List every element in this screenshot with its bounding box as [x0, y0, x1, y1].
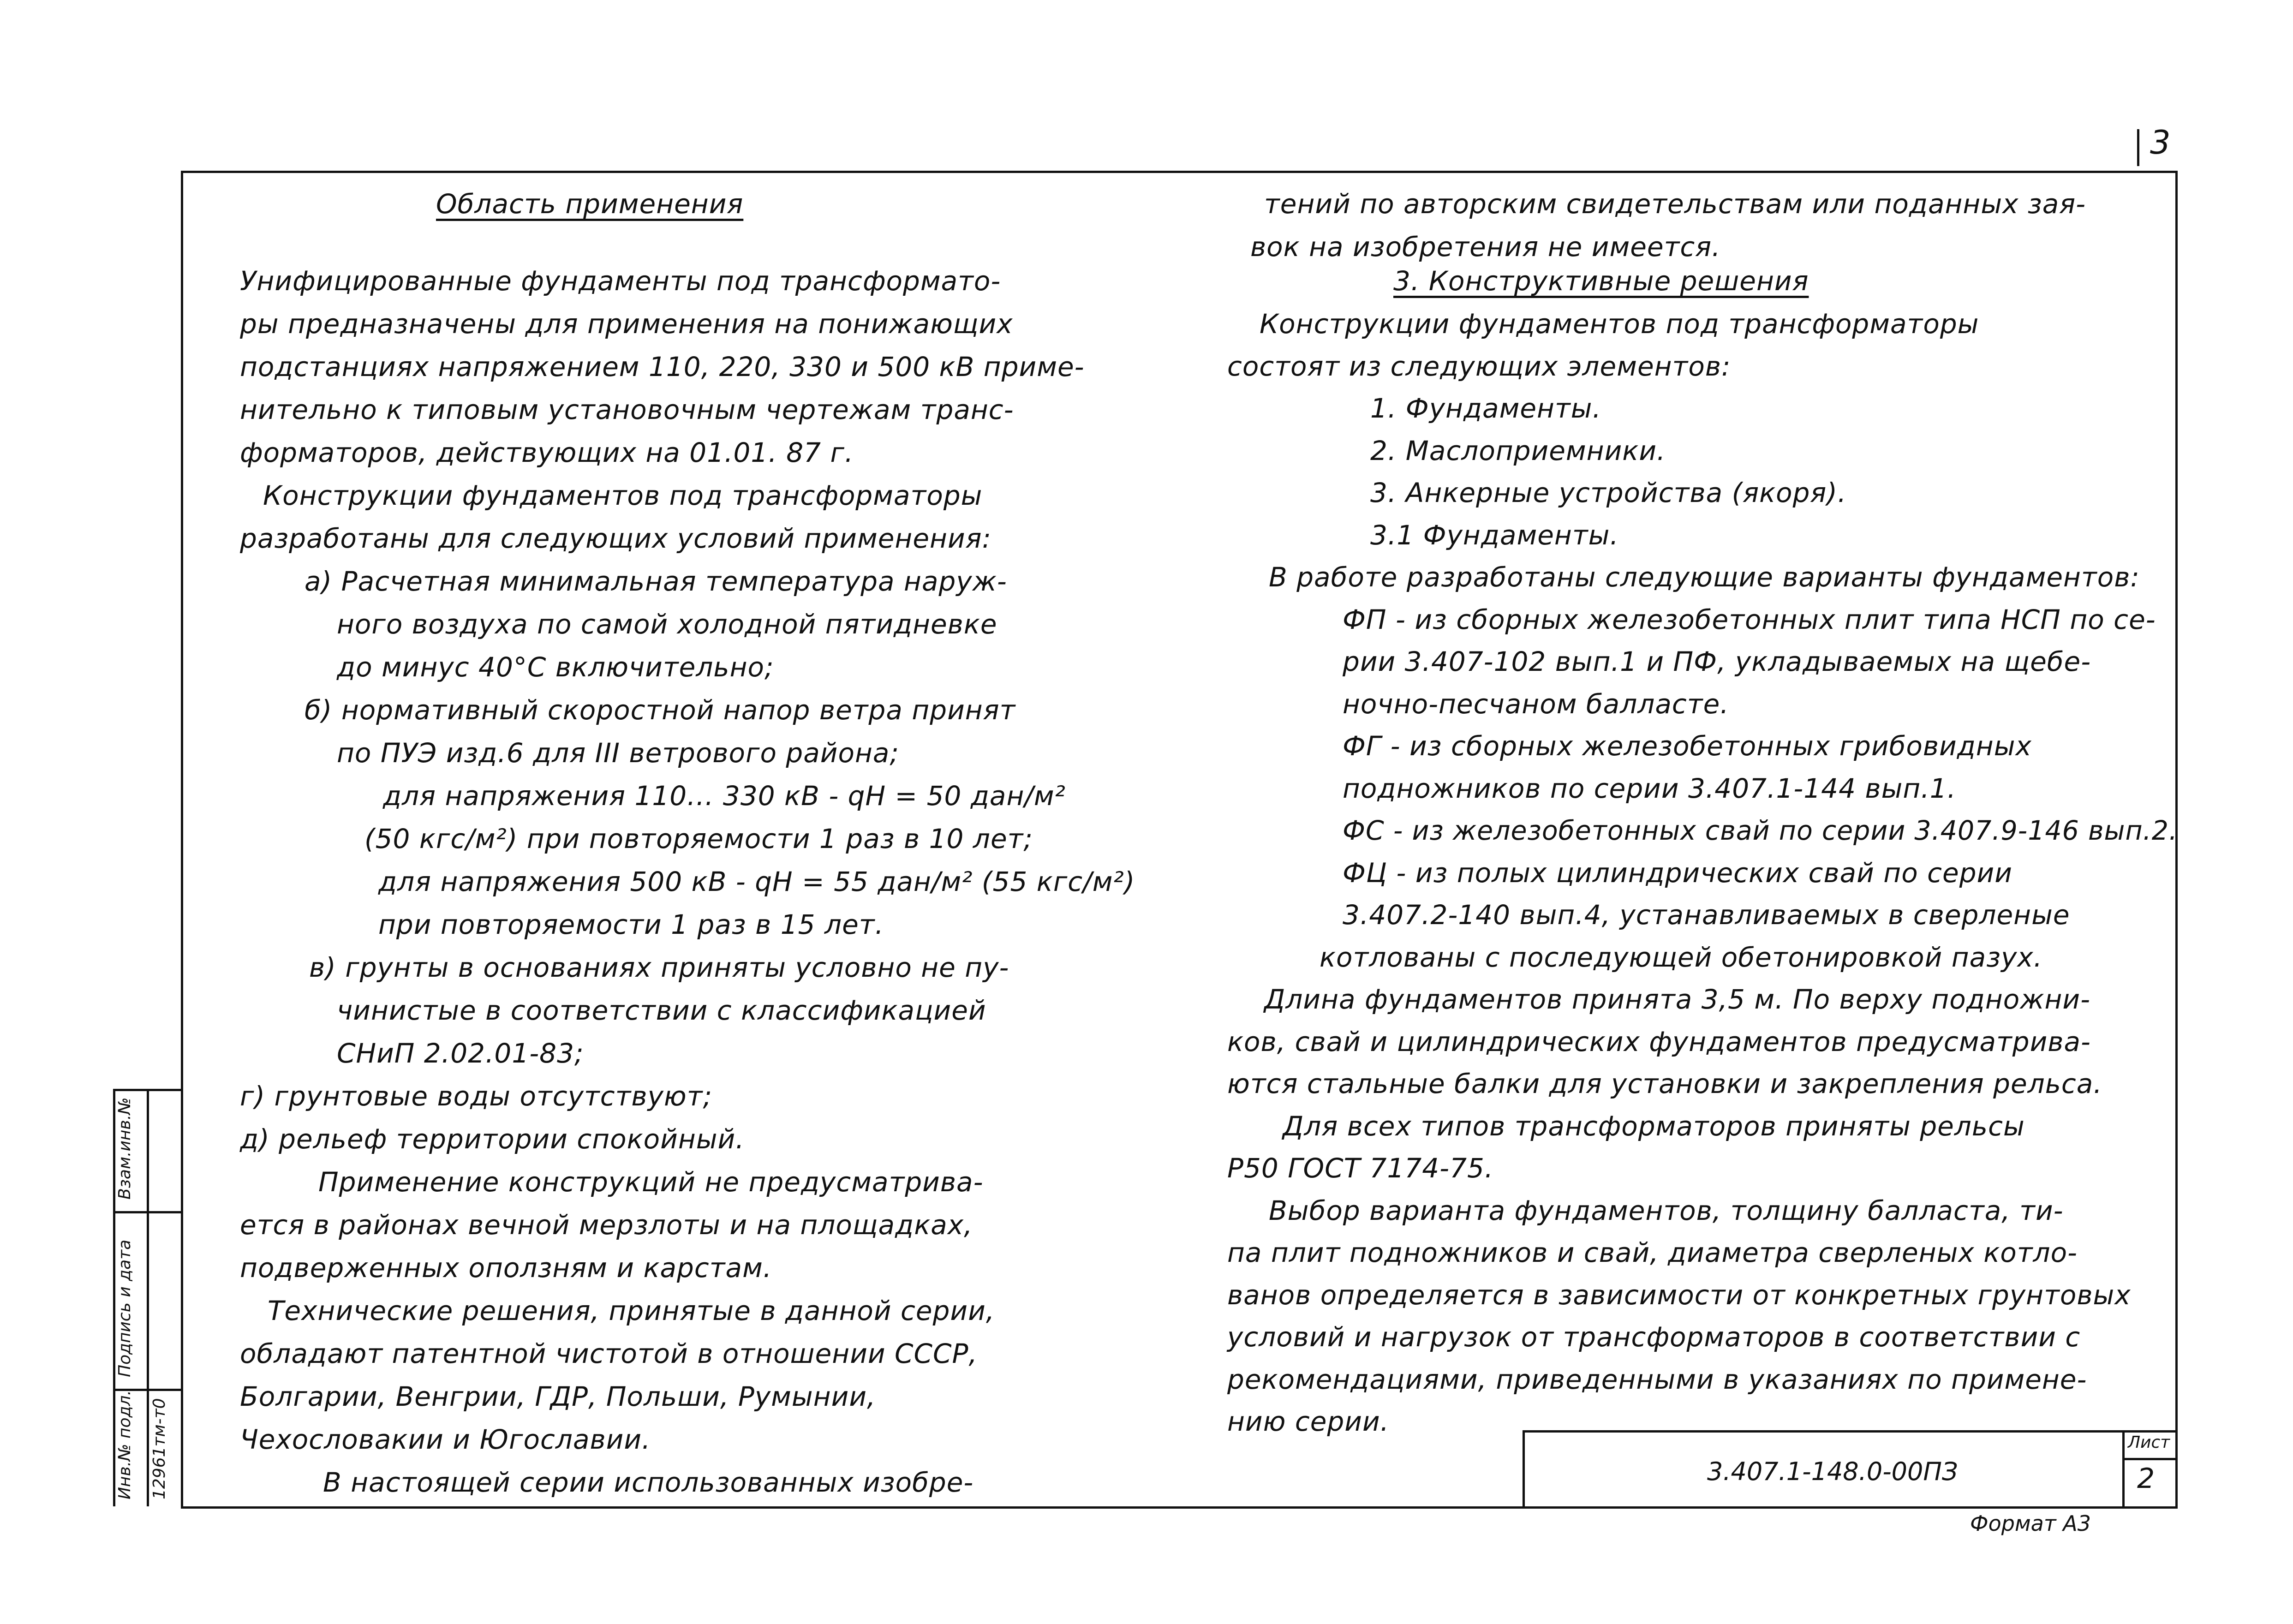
text-line: 3.1 Фундаменты.	[1370, 519, 1619, 551]
side-stamp-divider	[147, 1089, 149, 1506]
text-line: для напряжения 110... 330 кВ - qН = 50 дан/м²	[383, 780, 1066, 812]
text-line: подстанциях напряжением 110, 220, 330 и 500 кВ приме-	[240, 351, 1085, 382]
text-line: ного воздуха по самой холодной пятидневке	[337, 609, 997, 640]
text-line: ФС - из железобетонных свай по серии 3.407.9-146 вып.2.	[1343, 815, 2178, 846]
text-line: разработаны для следующих условий применения:	[240, 523, 992, 554]
text-line: состоят из следующих элементов:	[1227, 350, 1731, 382]
format-label: Формат А3	[1970, 1511, 2091, 1536]
text-line: д) рельеф территории спокойный.	[240, 1123, 745, 1155]
text-line: до минус 40°С включительно;	[337, 651, 774, 683]
text-line: подножников по серии 3.407.1-144 вып.1.	[1343, 772, 1957, 804]
title-block-sheet-line	[2122, 1458, 2175, 1460]
text-line: Конструкции фундаментов под трансформаторы	[1260, 308, 1979, 340]
text-line: В работе разработаны следующие варианты фундаментов:	[1269, 561, 2140, 593]
sheet-label: Лист	[2128, 1433, 2170, 1452]
text-line: Чехословакии и Югославии.	[240, 1424, 651, 1455]
text-line: Болгарии, Венгрии, ГДР, Польши, Румынии,	[240, 1381, 876, 1412]
text-line: условий и нагрузок от трансформаторов в соответствии с	[1227, 1321, 2081, 1353]
text-line: Р50 ГОСТ 7174-75.	[1227, 1152, 1494, 1184]
left-heading: Область применения	[436, 188, 744, 220]
text-line: по ПУЭ изд.6 для III ветрового района;	[337, 737, 899, 769]
text-line: ков, свай и цилиндрических фундаментов предусматрива-	[1227, 1026, 2091, 1057]
title-block-divider	[2122, 1430, 2125, 1506]
text-line: Технические решения, принятые в данной серии,	[268, 1295, 995, 1326]
text-line: г) грунтовые воды отсутствуют;	[240, 1081, 713, 1112]
side-swap-label: Взам.инв.№	[115, 1097, 134, 1200]
text-line: подверженных оползням и карстам.	[240, 1252, 772, 1284]
text-line: в) грунты в основаниях приняты условно не пу-	[309, 952, 1009, 983]
text-line: (50 кгс/м²) при повторяемости 1 раз в 10 лет;	[364, 823, 1033, 854]
document-code: 3.407.1-148.0-00ПЗ	[1707, 1457, 1958, 1486]
text-line: нительно к типовым установочным чертежам транс-	[240, 394, 1014, 425]
text-line: В настоящей серии использованных изобре-	[323, 1467, 974, 1498]
text-line: Выбор варианта фундаментов, толщину балласта, ти-	[1269, 1194, 2064, 1226]
text-line: чинистые в соответствии с классификацией	[337, 995, 986, 1026]
sheet-number: 2	[2137, 1463, 2155, 1495]
text-line: котлованы с последующей обетонировкой пазух.	[1320, 941, 2043, 973]
text-line: 3.407.2-140 вып.4, устанавливаемых в сверленые	[1343, 899, 2070, 931]
text-line: СНиП 2.02.01-83;	[337, 1038, 584, 1069]
text-line: тений по авторским свидетельствам или поданных зая-	[1264, 188, 2086, 220]
text-line: ФП - из сборных железобетонных плит типа НСП по се-	[1343, 603, 2156, 635]
text-line: при повторяемости 1 раз в 15 лет.	[378, 909, 884, 940]
text-line: вок на изобретения не имеется.	[1250, 231, 1721, 263]
text-line: Для всех типов трансформаторов приняты рельсы	[1283, 1110, 2025, 1142]
text-line: б) нормативный скоростной напор ветра принят	[305, 694, 1016, 726]
text-line: па плит подножников и свай, диаметра сверленых котло-	[1227, 1237, 2078, 1268]
side-stamp-row1	[113, 1211, 182, 1213]
text-line: для напряжения 500 кВ - qН = 55 дан/м² (55 кгс/м²)	[378, 866, 1135, 897]
text-line: а) Расчетная минимальная температура наруж-	[305, 566, 1007, 597]
side-inv-value: 12961тм-т0	[150, 1398, 169, 1499]
text-line: рии 3.407-102 вып.1 и ПФ, укладываемых на щебе-	[1343, 646, 2091, 677]
right-heading: 3. Конструктивные решения	[1393, 265, 1809, 297]
page-corner-number: 3	[2150, 124, 2171, 161]
text-line: Применение конструкций не предусматрива-	[318, 1166, 984, 1198]
text-line: ется в районах вечной мерзлоты и на площадках,	[240, 1209, 973, 1241]
text-line: ры предназначены для применения на понижающих	[240, 308, 1013, 340]
text-line: 2. Маслоприемники.	[1370, 435, 1666, 466]
side-sign-label: Подпись и дата	[115, 1239, 134, 1377]
text-line: Конструкции фундаментов под трансформаторы	[263, 480, 983, 511]
text-line: Унифицированные фундаменты под трансформато-	[240, 265, 1001, 297]
side-inv-label: Инв.№ подл.	[115, 1390, 134, 1499]
text-line: ванов определяется в зависимости от конкретных грунтовых	[1227, 1279, 2131, 1311]
corner-tick	[2137, 129, 2139, 166]
text-line: 3. Анкерные устройства (якоря).	[1370, 477, 1847, 508]
text-line: форматоров, действующих на 01.01. 87 г.	[240, 437, 854, 468]
text-line: 1. Фундаменты.	[1370, 393, 1601, 424]
text-line: ФГ - из сборных железобетонных грибовидных	[1343, 730, 2032, 762]
text-line: обладают патентной чистотой в отношении СССР,	[240, 1338, 978, 1369]
text-line: рекомендациями, приведенными в указаниях по примене-	[1227, 1363, 2087, 1395]
text-line: Длина фундаментов принята 3,5 м. По верху подножни-	[1264, 984, 2091, 1015]
text-line: ФЦ - из полых цилиндрических свай по серии	[1343, 857, 2012, 889]
text-line: ночно-песчаном балласте.	[1343, 688, 1729, 720]
text-line: ются стальные балки для установки и закрепления рельса.	[1227, 1068, 2102, 1099]
text-line: нию серии.	[1227, 1406, 1390, 1437]
